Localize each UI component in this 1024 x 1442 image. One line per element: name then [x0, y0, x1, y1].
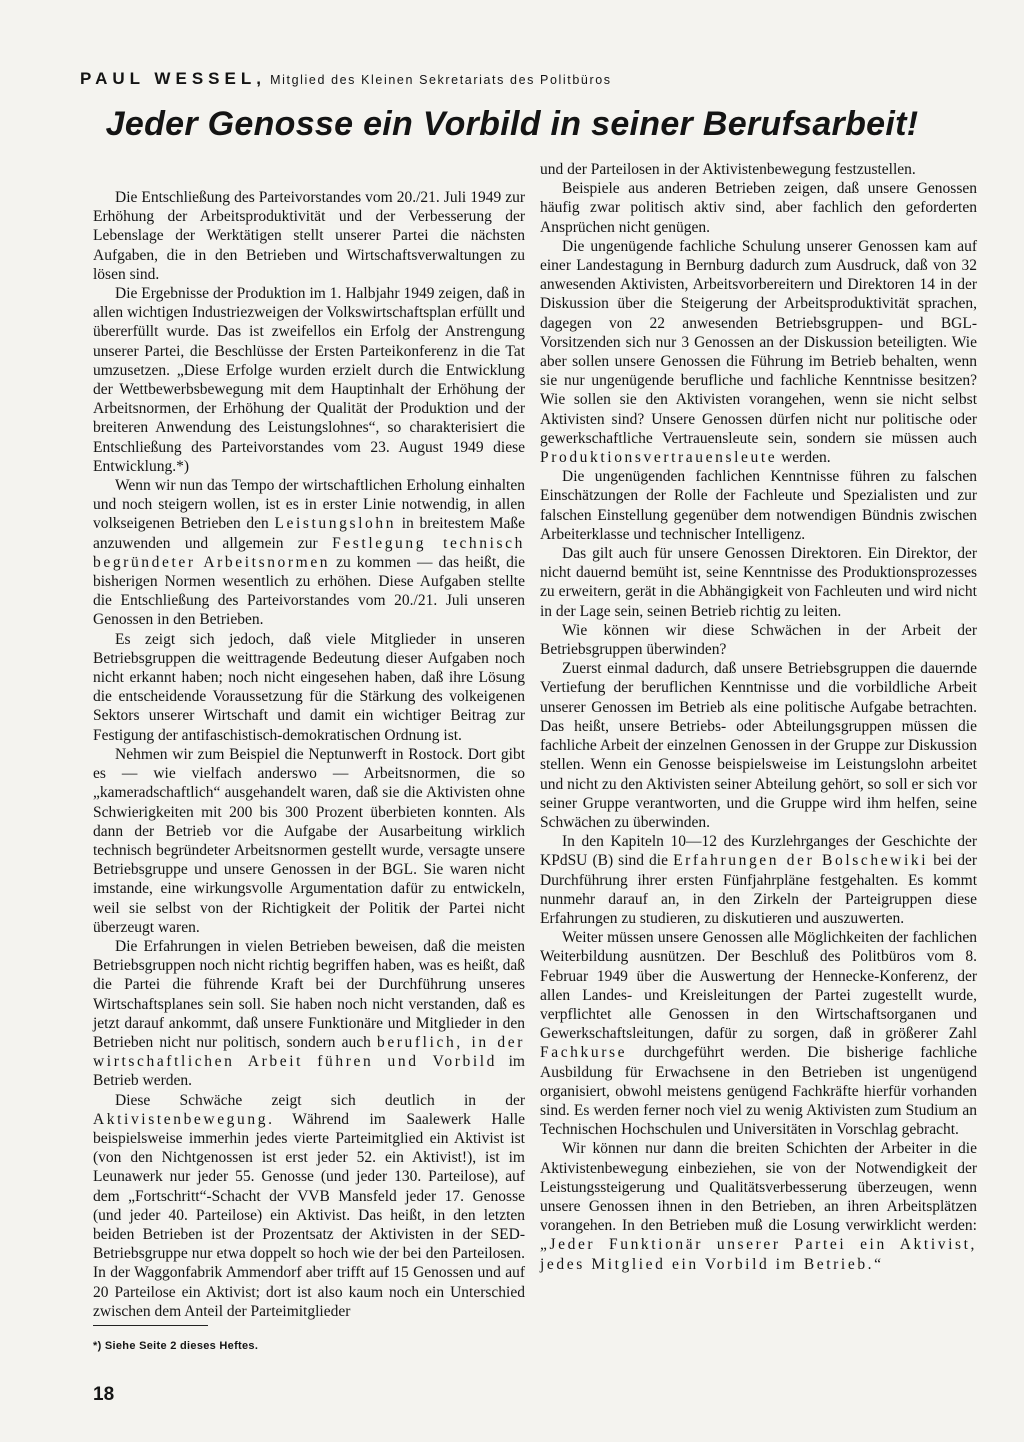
paragraph [540, 1139, 977, 1273]
paragraph [93, 937, 525, 1091]
paragraph-text: und der Parteilosen in der Aktivistenbewegung festzustellen. [540, 161, 916, 178]
paragraph [540, 832, 977, 928]
paragraph-text: Zuerst einmal dadurch, daß unsere Betriebsgruppen die dauernde Vertiefung der beruflichen Kenntnisse und die vorbildliche Arbeit unserer Genossen im Betrieb als eine politische Aufgabe betrachten. Das heißt, unsere Betriebs- oder Abteilungsgruppen müssen die fachliche Arbeit der einzelnen Genossen in der Gruppe zur Diskussion stellen. Wenn ein Genosse beispielsweise im Leistungslohn arbeitet und nicht zu den Aktivisten seiner Abteilung gehört, so soll er sich vor seiner Gruppe verantworten, und die Gruppe wird ihm helfen, seine Schwächen zu überwinden. [540, 660, 977, 831]
paragraph-text: Wir können nur dann die breiten Schichten der Arbeiter in die Aktivistenbewegung einbeziehen, sie von der Notwendigkeit der Leistungssteigerung und Qualitätsverbesserung überzeugen, wenn unsere Genossen ihnen in den Betrieben, an ihren Arbeitsplätzen vorangehen. In den Betrieben muß die Losung verwirklicht werden: [540, 1140, 977, 1235]
paragraph [540, 467, 977, 544]
paragraph [93, 188, 525, 284]
paragraph-text: Die ungenügende fachliche Schulung unserer Genossen kam auf einer Landestagung in Bernburg dadurch zum Ausdruck, daß von 32 anwesenden Aktivisten, Arbeitsvorbereitern und Direktoren 14 in der Diskussion über die Steigerung der Arbeitsproduktivität sprachen, dagegen von 22 anwesenden Betriebsgruppen- und BGL-Vorsitzenden sich nur 3 Genossen an der Diskussion beteiligten. Wie aber sollen unsere Genossen die Führung im Betrieb behalten, wenn sie nur ungenügende berufliche und fachliche Kenntnisse besitzen? Wie sollen sie den Aktivisten vorangehen, wenn sie nicht selbst Aktivisten sind? Unsere Genossen dürfen nicht nur politische oder gewerkschaftliche Vertrauensleute sein, sondern sie müssen auch [540, 237, 977, 447]
paragraph [540, 160, 977, 179]
paragraph [540, 621, 977, 659]
emphasized-text: Erfahrungen der Bolschewiki [673, 852, 929, 870]
emphasized-text: Leistungslohn [274, 515, 397, 533]
paragraph-text: durchgeführt werden. Die bisherige fachliche Ausbildung für Erwachsene in den Betrieben ist ungenügend organisiert, obwohl meistens genügend Fachkräfte hierfür vorhanden sind. Es werden ferner noch viel zu wenig Aktivisten zum Studium an Technischen Hochschulen und Universitäten in Vorschlag gebracht. [540, 1044, 977, 1139]
paragraph-text: Die ungenügenden fachlichen Kenntnisse führen zu falschen Einschätzungen der Rolle der Fachleute und Spezialisten und zur falschen Einstellung gegenüber dem notwendigen Bündnis zwischen Arbeiterklasse und technischer Intelligenz. [540, 468, 977, 543]
paragraph [93, 1091, 525, 1321]
paragraph-text: in breitestem Maße anzuwenden und allgemein zur [93, 515, 525, 552]
paragraph-text: bei der Durchführung ihrer ersten Fünfjahrpläne festgehalten. Es kommt nunmehr darauf an, in den Zirkeln der Parteigruppen diese Erfahrungen zu studieren, zu diskutieren und auszuwerten. [540, 852, 977, 927]
paragraph-text: im Betrieb werden. [93, 1053, 525, 1090]
paragraph-text: Wenn wir nun das Tempo der wirtschaftlichen Erholung einhalten und noch steigern wollen, ist es in erster Linie notwendig, in allen volkseigenen Betrieben den [93, 477, 525, 533]
paragraph [93, 284, 525, 476]
paragraph-text: Die Erfahrungen in vielen Betrieben beweisen, daß die meisten Betriebsgruppen noch nicht richtig begriffen haben, was es heißt, daß die Partei die führende Kraft bei der Durchführung unseres Wirtschaftsplanes sein soll. Sie haben noch nicht verstanden, daß es jetzt darauf ankommt, daß unsere Funktionäre und Mitglieder in den Betrieben nicht nur politisch, sondern auch [93, 937, 525, 1051]
paragraph-text: Weiter müssen unsere Genossen alle Möglichkeiten der fachlichen Weiterbildung ausnützen. Der Beschluß des Politbüros vom 8. Februar 1949 über die Auswertung der Hennecke-Konferenz, der allen Landes- und Kreisleitungen der Partei zugestellt wurde, verpflichtet alle Genossen in den Wirtschaftsorganen und Gewerkschaftsleitungen, dafür zu sorgen, daß in größerer Zahl [540, 929, 977, 1043]
paragraph-text: Nehmen wir zum Beispiel die Neptunwerft in Rostock. Dort gibt es — wie vielfach anderswo — Arbeitsnormen, die so „kameradschaftlich“ ausgehandelt waren, daß sie die Aktivisten ohne Schwierigkeiten mit 200 bis 300 Prozent überbieten konnten. Als dann der Betrieb vor die Aufgabe der Ausarbeitung wirklich technisch begründeter Arbeitsnormen gestellt wurde, versagte unsere Betriebsgruppe und unsere Genossen in der BGL. Sie waren nicht imstande, eine wirkungsvolle Argumentation dafür zu entwickeln, weil sie selbst von der Richtigkeit der Politik der Partei nicht überzeugt waren. [93, 745, 525, 936]
paragraph [540, 928, 977, 1139]
paragraph-text: werden. [777, 449, 831, 467]
paragraph-text: Diese Schwäche zeigt sich deutlich in der [115, 1091, 525, 1109]
emphasized-text: beruflich, in der wirtschaftlichen Arbeit führen und Vorbild [93, 1033, 525, 1071]
paragraph-text: In den Kapiteln 10—12 des Kurzlehrganges der Geschichte der KPdSU (B) sind die [540, 833, 977, 870]
page-number: 18 [93, 1384, 115, 1405]
emphasized-text: Aktivistenbewegung [93, 1110, 269, 1128]
paragraph-text: Die Entschließung des Parteivorstandes vom 20./21. Juli 1949 zur Erhöhung der Arbeitsproduktivität und der Verbesserung der Lebenslage der Werktätigen stellt unserer Partei die nächsten Aufgaben, die in den Betrieben und Wirtschaftsverwaltungen zu lösen sind. [93, 189, 525, 283]
paragraph [93, 630, 525, 745]
byline [80, 70, 960, 89]
author-name: PAUL WESSEL, [80, 69, 266, 88]
paragraph [540, 544, 977, 621]
article-column-right [540, 160, 977, 1274]
paragraph-text: . Während im Saalewerk Halle beispielsweise immerhin jedes vierte Parteimitglied ein Aktivist ist (von den Nichtgenossen ist erst jeder 52. ein Aktivist!), ist im Leunawerk nur jeder 55. Genosse (und jeder 130. Parteilose), auf dem „Fortschritt“-Schacht der VVB Mansfeld jeder 17. Genosse (und jeder 40. Parteilose) ein Aktivist. Das heißt, in den letzten beiden Betrieben ist der Prozentsatz der Aktivisten in der SED-Betriebsgruppe nur etwa doppelt so hoch wie der bei den Parteilosen. In der Waggonfabrik Ammendorf aber trifft auf 15 Genossen und auf 20 Parteilose ein Aktivist; dort ist also kaum noch ein Unterschied zwischen dem Anteil der Parteimitglieder [93, 1110, 525, 1320]
paragraph-text: Beispiele aus anderen Betrieben zeigen, daß unsere Genossen häufig zwar politisch aktiv sind, aber fachlich den geforderten Ansprüchen nicht genügen. [540, 180, 977, 236]
article-column-left [93, 188, 525, 1321]
emphasized-text: Produktionsvertrauensleute [540, 449, 778, 467]
paragraph [540, 659, 977, 832]
author-role: Mitglied des Kleinen Sekretariats des Politbüros [270, 73, 612, 87]
paragraph [540, 179, 977, 237]
paragraph-text: Wie können wir diese Schwächen in der Arbeit der Betriebsgruppen überwinden? [540, 621, 977, 659]
emphasized-text: Festlegung technisch begründeter Arbeitsnormen [93, 534, 525, 571]
paragraph-text: zu kommen — das heißt, die bisherigen Normen wesentlich zu erhöhen. Diese Aufgaben stellte die Entschließung des Parteivorstandes vom 20./21. Juli unseren Genossen in den Betrieben. [93, 553, 526, 629]
article-title: Jeder Genosse ein Vorbild in seiner Berufsarbeit! [105, 105, 919, 143]
footnote: *) Siehe Seite 2 dieses Heftes. [93, 1340, 259, 1352]
paragraph-text: Die Ergebnisse der Produktion im 1. Halbjahr 1949 zeigen, daß in allen wichtigen Industriezweigen der Volkswirtschaftsplan erfüllt und übererfüllt wurde. Das ist zweifellos ein Erfolg der Anstrengung unserer Partei, die Beschlüsse der Ersten Parteikonferenz in die Tat umzusetzen. „Diese Erfolge wurden erzielt durch die Entwicklung der Wettbewerbsbewegung mit dem Hauptinhalt der Erhöhung der Arbeitsnormen, der Erhöhung der Qualität der Produktion und der breiteren Anwendung des Leistungslohnes“, so charakterisiert die Entschließung des Parteivorstandes vom 23. August 1949 diese Entwicklung.*) [93, 285, 525, 475]
paragraph-text: Es zeigt sich jedoch, daß viele Mitglieder in unseren Betriebsgruppen die weittragende Bedeutung dieser Aufgaben noch nicht erkannt haben; noch nicht eingesehen haben, daß ihre Lösung die entscheidende Voraussetzung für die Stärkung des volkeigenen Sektors unserer Wirtschaft und damit ein wichtiger Beitrag zur Festigung der antifaschistisch-demokratischen Ordnung ist. [93, 630, 525, 744]
paragraph [93, 745, 525, 937]
emphasized-text: Fachkurse [540, 1044, 628, 1062]
paragraph-text: Das gilt auch für unsere Genossen Direktoren. Ein Direktor, der nicht dauernd bemüht ist, seine Kenntnisse des Produktionsprozesses zu erweitern, gerät in die Abhängigkeit von Fachleuten und wird nicht in der Lage sein, seinen Betrieb richtig zu leiten. [540, 545, 977, 620]
footnote-divider [93, 1325, 208, 1326]
paragraph [540, 237, 977, 467]
paragraph [93, 476, 525, 630]
emphasized-text: „Jeder Funktionär unserer Partei ein Aktivist, jedes Mitglied ein Vorbild im Betrieb.“ [540, 1236, 977, 1273]
